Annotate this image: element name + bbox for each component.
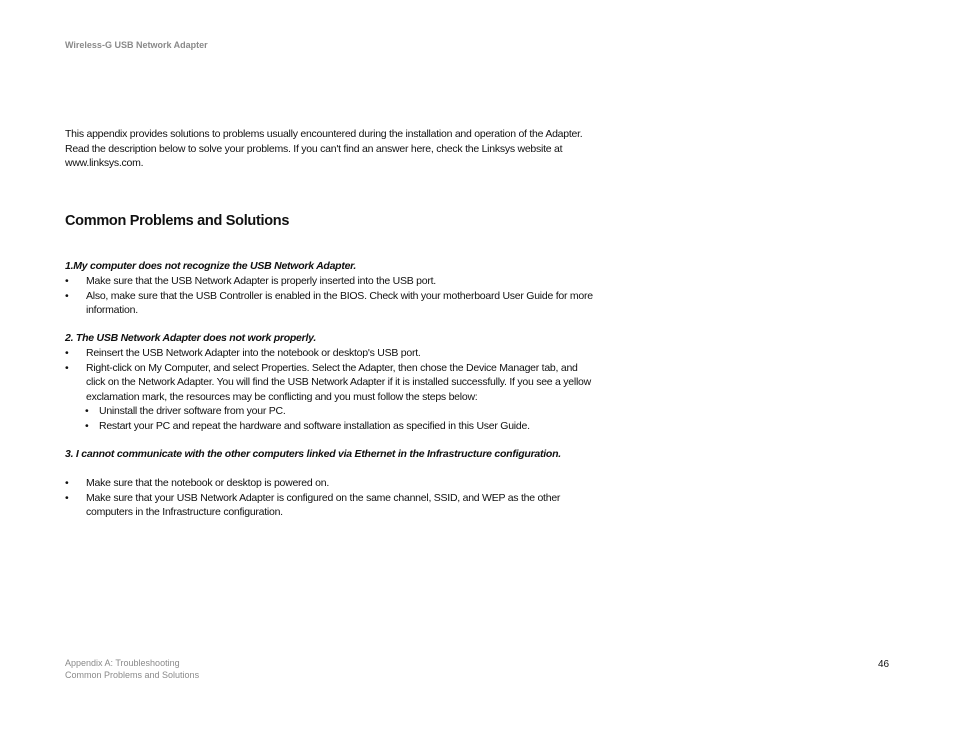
list-item <box>65 274 595 289</box>
bullet-icon: • <box>65 477 69 489</box>
problem-3-title: 3. I cannot communicate with the other computers linked via Ethernet in the Infrastructure configuration. <box>65 448 561 460</box>
bullet-icon: • <box>65 289 69 302</box>
bullet-icon: • <box>85 405 89 417</box>
page-number: 46 <box>878 659 890 670</box>
document-header: Wireless-G USB Network Adapter <box>65 40 208 50</box>
list-item <box>65 289 595 318</box>
list-item-text: Make sure that the USB Network Adapter is properly inserted into the USB port. <box>86 275 436 287</box>
problem-2-title: 2. The USB Network Adapter does not work properly. <box>65 332 317 344</box>
bullet-icon: • <box>65 347 69 359</box>
list-item-text: Uninstall the driver software from your PC. <box>99 405 286 417</box>
list-item <box>65 346 595 361</box>
bullet-icon: • <box>65 275 69 287</box>
bullet-icon: • <box>65 361 69 374</box>
footer-chapter: Appendix A: Troubleshooting <box>65 658 180 668</box>
intro-paragraph: This appendix provides solutions to problems usually encountered during the installation and operation of the Adapter. Read the description below to solve your problems. If you can't find an answer here, check the Linksys website at www.linksys.com. <box>65 128 583 169</box>
problem-3-list <box>65 476 595 520</box>
problem-1-title: 1.My computer does not recognize the USB Network Adapter. <box>65 260 357 272</box>
section-title: Common Problems and Solutions <box>65 213 290 229</box>
list-item <box>65 476 595 491</box>
list-item-text: Also, make sure that the USB Controller is enabled in the BIOS. Check with your motherboard User Guide for more information. <box>86 289 593 316</box>
document-footer <box>65 657 199 681</box>
list-item-text: Make sure that the notebook or desktop is powered on. <box>86 477 329 489</box>
list-item-text: Restart your PC and repeat the hardware and software installation as specified in this User Guide. <box>99 419 530 432</box>
list-item-text: Reinsert the USB Network Adapter into the notebook or desktop's USB port. <box>86 347 421 359</box>
list-item <box>65 361 595 405</box>
bullet-icon: • <box>65 491 69 504</box>
list-item <box>65 491 595 520</box>
list-item-text: Right-click on My Computer, and select Properties. Select the Adapter, then chose the Device Manager tab, and click on the Network Adapter. You will find the USB Network Adapter if it is installed successfully. If you see a yellow exclamation mark, the resources may be conflicting and you must follow the steps below: <box>86 361 591 403</box>
list-item-text: Make sure that your USB Network Adapter is configured on the same channel, SSID, and WEP as the other computers in the Infrastructure configuration. <box>86 491 561 518</box>
sub-list-item <box>85 404 595 419</box>
sub-list-item <box>85 419 595 434</box>
bullet-icon: • <box>85 419 89 432</box>
footer-section: Common Problems and Solutions <box>65 670 200 680</box>
problem-2-list <box>65 346 595 433</box>
problem-1-list <box>65 274 595 318</box>
